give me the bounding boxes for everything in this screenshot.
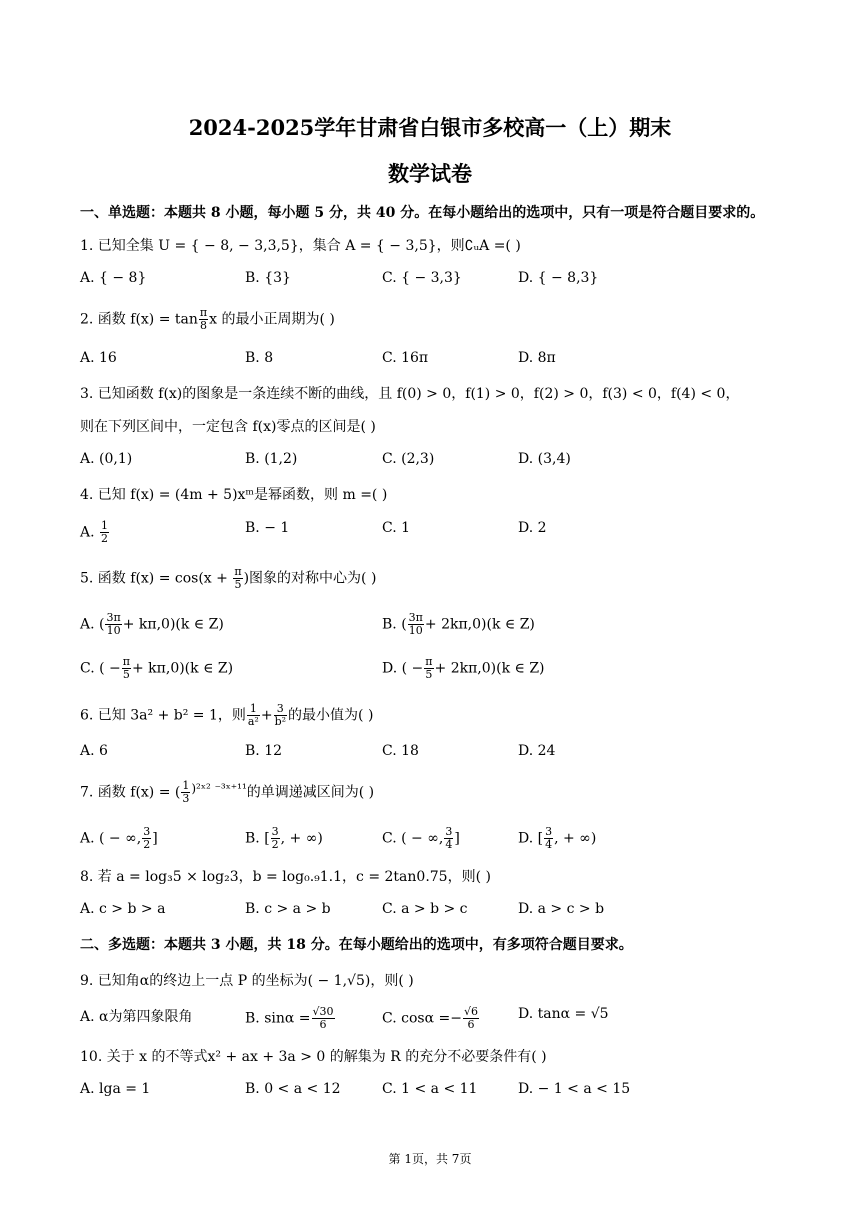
option-c: C. ( − ∞, $\frac{3}{4}$ ]	[382, 825, 460, 851]
option-d: D. (3,4)	[518, 451, 571, 467]
question-1-options	[80, 270, 800, 294]
option-c: C. (2,3)	[382, 451, 435, 467]
fraction: $\frac{1}{2}$	[101, 519, 109, 545]
option-d: D. − 1 < a < 15	[518, 1081, 631, 1097]
option-b: B. (1,2)	[245, 451, 298, 467]
fraction: $\frac{\pi}{5}$	[425, 655, 433, 681]
option-d: D. tanα = √5	[518, 1006, 609, 1022]
fraction: $\frac{3}{\text{b²}}$	[274, 702, 287, 728]
option-a: A. c > b > a	[80, 901, 166, 917]
question-2-stem: 2. 函数 f(x) = tan $\frac{\pi}{8}$ x 的最小正周期为( )	[80, 306, 335, 332]
question-9-options	[80, 1006, 800, 1034]
option-b: B. 12	[245, 743, 283, 759]
question-6-stem: 6. 已知 3a² + b² = 1，则 $\frac{1}{\text{a²}}$ + $\frac{3}{\text{b²}}$ 的最小值为( )	[80, 702, 374, 728]
fraction: $\frac{3\pi}{10}$	[106, 611, 121, 637]
option-a: A. lga = 1	[80, 1081, 151, 1097]
fraction: $\frac{√6}{6}$	[463, 1005, 478, 1031]
option-d: D. [ $\frac{3}{4}$ , + ∞)	[518, 825, 597, 851]
page-footer: 第 1页，共 7页	[388, 1152, 472, 1166]
question-5-options-row1	[80, 612, 800, 640]
fraction: $\frac{√30}{6}$	[312, 1005, 334, 1031]
option-a: A. α为第四象限角	[80, 1009, 193, 1025]
option-b: B. 0 < a < 12	[245, 1081, 341, 1097]
option-a: A. { − 8}	[80, 270, 147, 286]
question-2-options	[80, 350, 800, 374]
option-c: C. cosα =− $\frac{√6}{6}$	[382, 1005, 478, 1031]
page-subtitle: 数学试卷	[388, 161, 472, 186]
section-heading-single: 一、单选题：本题共 8 小题，每小题 5 分，共 40 分。在每小题给出的选项中，只有一项是符合题目要求的。	[80, 205, 765, 221]
option-c: C. 16π	[382, 350, 429, 366]
option-c: C. 18	[382, 743, 419, 759]
fraction: $\frac{3\pi}{10}$	[408, 611, 423, 637]
question-10-options	[80, 1081, 800, 1105]
option-c: C. 1	[382, 520, 411, 536]
option-a: A. 6	[80, 743, 108, 759]
fraction: $\frac{\pi}{8}$	[199, 306, 208, 332]
section-heading-multi: 二、多选题：本题共 3 小题，共 18 分。在每小题给出的选项中，有多项符合题目要求。	[80, 937, 633, 953]
option-b: B. ( $\frac{3\pi}{10}$ + 2kπ,0)(k ∈ Z)	[382, 611, 535, 637]
question-1-stem: 1. 已知全集 U = { − 8, − 3,3,5}，集合 A = { − 3,5}，则∁ᵤA =( )	[80, 238, 521, 254]
option-c: C. a > b > c	[382, 901, 468, 917]
option-a: A. $\frac{1}{2}$	[80, 519, 109, 545]
fraction: $\frac{3}{2}$	[143, 825, 151, 851]
question-6-options	[80, 743, 800, 767]
option-a: A. ( $\frac{3\pi}{10}$ + kπ,0)(k ∈ Z)	[80, 611, 224, 637]
option-c: C. { − 3,3}	[382, 270, 462, 286]
option-a: A. (0,1)	[80, 451, 133, 467]
fraction: $\frac{1}{\text{a²}}$	[247, 702, 259, 728]
option-a: A. ( − ∞, $\frac{3}{2}$ ]	[80, 825, 158, 851]
option-d: D. { − 8,3}	[518, 270, 599, 286]
option-d: D. 24	[518, 743, 556, 759]
page-title: 2024-2025学年甘肃省白银市多校高一（上）期末	[188, 115, 672, 140]
option-b: B. [ $\frac{3}{2}$ , + ∞)	[245, 825, 323, 851]
fraction: $\frac{3}{2}$	[271, 825, 279, 851]
option-b: B. {3}	[245, 270, 291, 286]
question-10-stem: 10. 关于 x 的不等式x² + ax + 3a > 0 的解集为 R 的充分不必要条件有( )	[80, 1049, 547, 1065]
option-c: C. 1 < a < 11	[382, 1081, 478, 1097]
option-b: B. sinα = $\frac{√30}{6}$	[245, 1005, 334, 1031]
option-b: B. c > a > b	[245, 901, 331, 917]
question-5-options-row2	[80, 656, 800, 684]
option-c: C. ( − $\frac{\pi}{5}$ + kπ,0)(k ∈ Z)	[80, 655, 234, 681]
question-7-options	[80, 826, 800, 854]
question-8-stem: 8. 若 a = log₃5 × log₂3，b = log₀.₉1.1，c = 2tan0.75，则( )	[80, 869, 491, 885]
fraction: $\frac{\pi}{5}$	[234, 565, 242, 591]
question-7-stem: 7. 函数 f(x) = ( $\frac{1}{3}$ )²ˣ² ⁻³ˣ⁺¹¹的单调递减区间为( )	[80, 779, 375, 805]
fraction: $\frac{1}{3}$	[182, 779, 190, 805]
question-5-stem: 5. 函数 f(x) = cos(x + $\frac{\pi}{5}$ )图象的对称中心为( )	[80, 565, 377, 591]
fraction: $\frac{\pi}{5}$	[122, 655, 130, 681]
question-4-stem: 4. 已知 f(x) = (4m + 5)xᵐ是幂函数，则 m =( )	[80, 487, 388, 503]
option-d: D. a > c > b	[518, 901, 605, 917]
option-a: A. 16	[80, 350, 117, 366]
option-b: B. − 1	[245, 520, 290, 536]
option-d: D. ( − $\frac{\pi}{5}$ + 2kπ,0)(k ∈ Z)	[382, 655, 545, 681]
question-8-options	[80, 901, 800, 925]
option-b: B. 8	[245, 350, 274, 366]
option-d: D. 8π	[518, 350, 556, 366]
question-3-stem-line2: 则在下列区间中，一定包含 f(x)零点的区间是( )	[80, 419, 376, 435]
fraction: $\frac{3}{4}$	[545, 825, 553, 851]
fraction: $\frac{3}{4}$	[445, 825, 453, 851]
question-9-stem: 9. 已知角α的终边上一点 P 的坐标为( − 1,√5)，则( )	[80, 973, 414, 989]
question-4-options	[80, 520, 800, 544]
question-3-options	[80, 451, 800, 475]
question-3-stem: 3. 已知函数 f(x)的图象是一条连续不断的曲线，且 f(0) > 0，f(1) > 0，f(2) > 0，f(3) < 0，f(4) < 0，	[80, 386, 740, 402]
option-d: D. 2	[518, 520, 547, 536]
